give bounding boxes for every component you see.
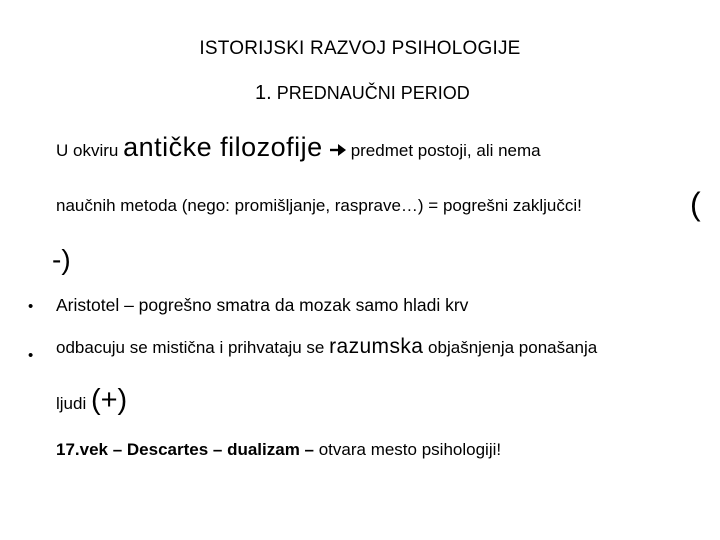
- slide-title: ISTORIJSKI RAZVOJ PSIHOLOGIJE: [199, 38, 521, 59]
- bullet-marker: •: [28, 347, 34, 364]
- paragraph-methods: naučnih metoda (nego: promišljanje, rasprave…) = pogrešni zaključci!: [56, 196, 582, 215]
- bullet2-lead: odbacuju se mistična i prihvataju se: [56, 338, 330, 357]
- section-subtitle: [255, 82, 470, 105]
- paren-close-minus: -): [52, 244, 71, 275]
- bullet-marker: •: [28, 298, 34, 315]
- bullet-rational-explanations: [56, 336, 597, 357]
- line-descartes: [56, 440, 501, 460]
- para1-emphasis: antičke filozofije: [123, 132, 323, 162]
- line3-emphasis: (+): [90, 384, 128, 416]
- bullet2-emphasis: razumska: [329, 335, 424, 358]
- line4-bold: 17.vek – Descartes – dualizam –: [56, 440, 314, 459]
- para1-tail: predmet postoji, ali nema: [350, 141, 541, 160]
- subtitle-number: 1.: [255, 82, 272, 104]
- line3-lead: ljudi: [56, 394, 91, 413]
- para1-lead: U okviru: [56, 141, 124, 160]
- subtitle-text: PREDNAUČNI PERIOD: [276, 83, 470, 103]
- bullet-aristotle: Aristotel – pogrešno smatra da mozak samo hladi krv: [56, 295, 469, 315]
- paren-open: (: [690, 186, 701, 222]
- line4-normal: otvara mesto psihologiji!: [314, 440, 502, 459]
- line-people-plus: [56, 386, 127, 415]
- right-arrow-icon: [329, 143, 347, 157]
- paragraph-antique-philosophy: [56, 134, 541, 161]
- bullet2-tail: objašnjenja ponašanja: [423, 338, 598, 357]
